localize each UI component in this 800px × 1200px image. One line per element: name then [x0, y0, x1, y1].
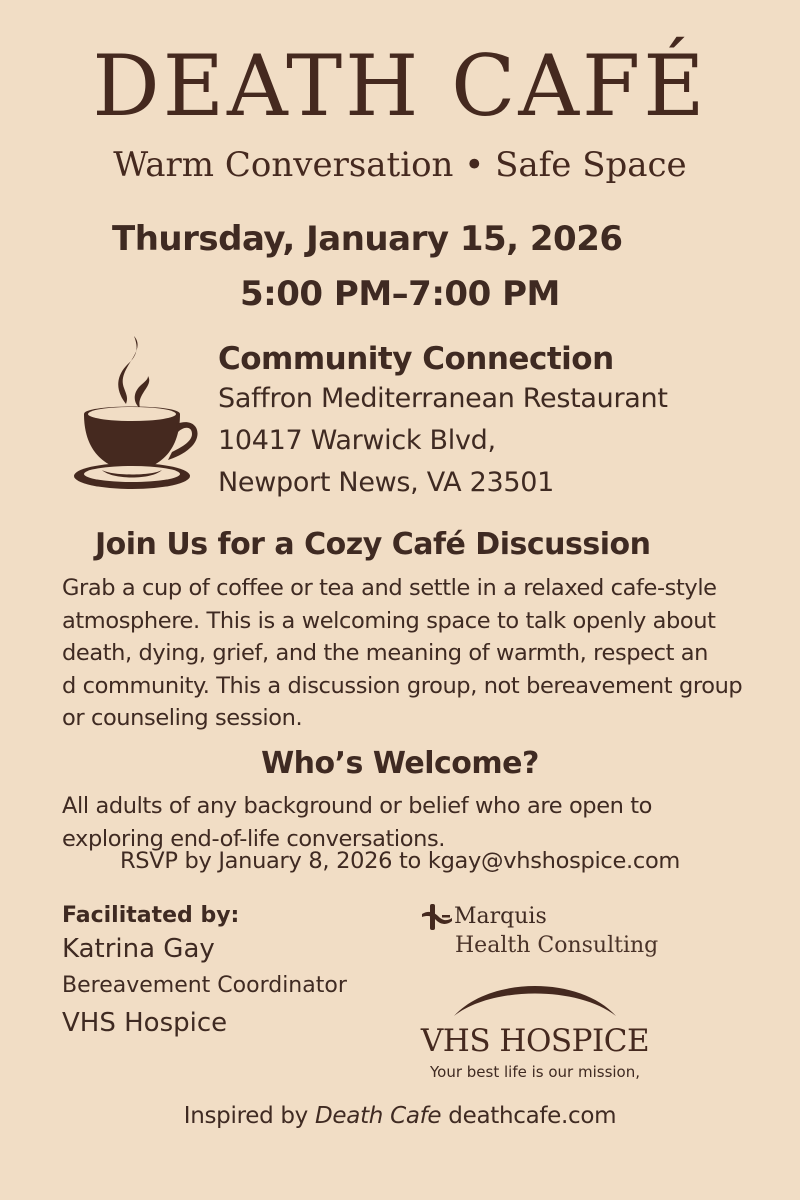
welcome-line: All adults of any background or belief who are open to — [62, 793, 653, 819]
welcome-heading: Who’s Welcome? — [261, 746, 539, 781]
facilitator-name: Katrina Gay — [62, 934, 215, 964]
arc-icon — [450, 976, 620, 1018]
join-line: d community. This a discussion group, not bereavement group — [62, 672, 743, 699]
facilitator-role: Bereavement Coordinator — [62, 973, 347, 998]
venue-street: 10417 Warwick Blvd, — [218, 425, 496, 456]
facilitator-block — [62, 902, 347, 1042]
welcome-description — [62, 790, 762, 855]
join-line: death, dying, grief, and the meaning of warmth, respect an — [62, 640, 708, 666]
flyer-title: DEATH CAFÉ — [92, 37, 708, 135]
join-heading: Join Us for a Cozy Café Discussion — [95, 527, 651, 562]
facilitator-label: Facilitated by: — [62, 903, 240, 928]
footer-prefix: Inspired by — [183, 1103, 316, 1129]
join-line: atmosphere. This is a welcoming space to talk openly about — [62, 607, 716, 634]
join-line: or counseling session. — [62, 705, 303, 731]
venue-name: Saffron Mediterranean Restaurant — [218, 383, 668, 414]
footer-credit — [0, 1105, 800, 1128]
join-description — [62, 572, 762, 735]
rsvp-text: RSVP by January 8, 2026 to kgay@vhshospice.com — [119, 848, 681, 874]
facilitator-organization: VHS Hospice — [62, 1008, 228, 1038]
venue-city: Newport News, VA 23501 — [218, 467, 555, 498]
marquis-cross-icon — [420, 902, 454, 932]
join-line: Grab a cup of coffee or tea and settle in a relaxed cafe-style — [62, 575, 717, 601]
event-time: 5:00 PM–7:00 PM — [240, 274, 560, 314]
vhs-hospice-name: VHS HOSPICE — [420, 1023, 650, 1059]
footer-link: deathcafe.com — [441, 1103, 617, 1129]
vhs-hospice-tagline: Your best life is our mission, — [429, 1063, 640, 1081]
marquis-subtitle: Health Consulting — [455, 933, 659, 958]
marquis-name: Marquis — [454, 904, 547, 929]
event-date: Thursday, January 15, 2026 — [112, 219, 623, 259]
vhs-hospice-logo — [410, 976, 660, 1081]
welcome-line: exploring end-of-life conversations. — [62, 825, 446, 852]
flyer-subtitle: Warm Conversation • Safe Space — [113, 145, 687, 185]
footer-italic: Death Cafe — [315, 1103, 442, 1129]
marquis-logo — [420, 902, 658, 960]
venue-heading: Community Connection — [218, 341, 614, 377]
coffee-cup-icon — [72, 332, 202, 494]
venue-block — [218, 340, 668, 504]
